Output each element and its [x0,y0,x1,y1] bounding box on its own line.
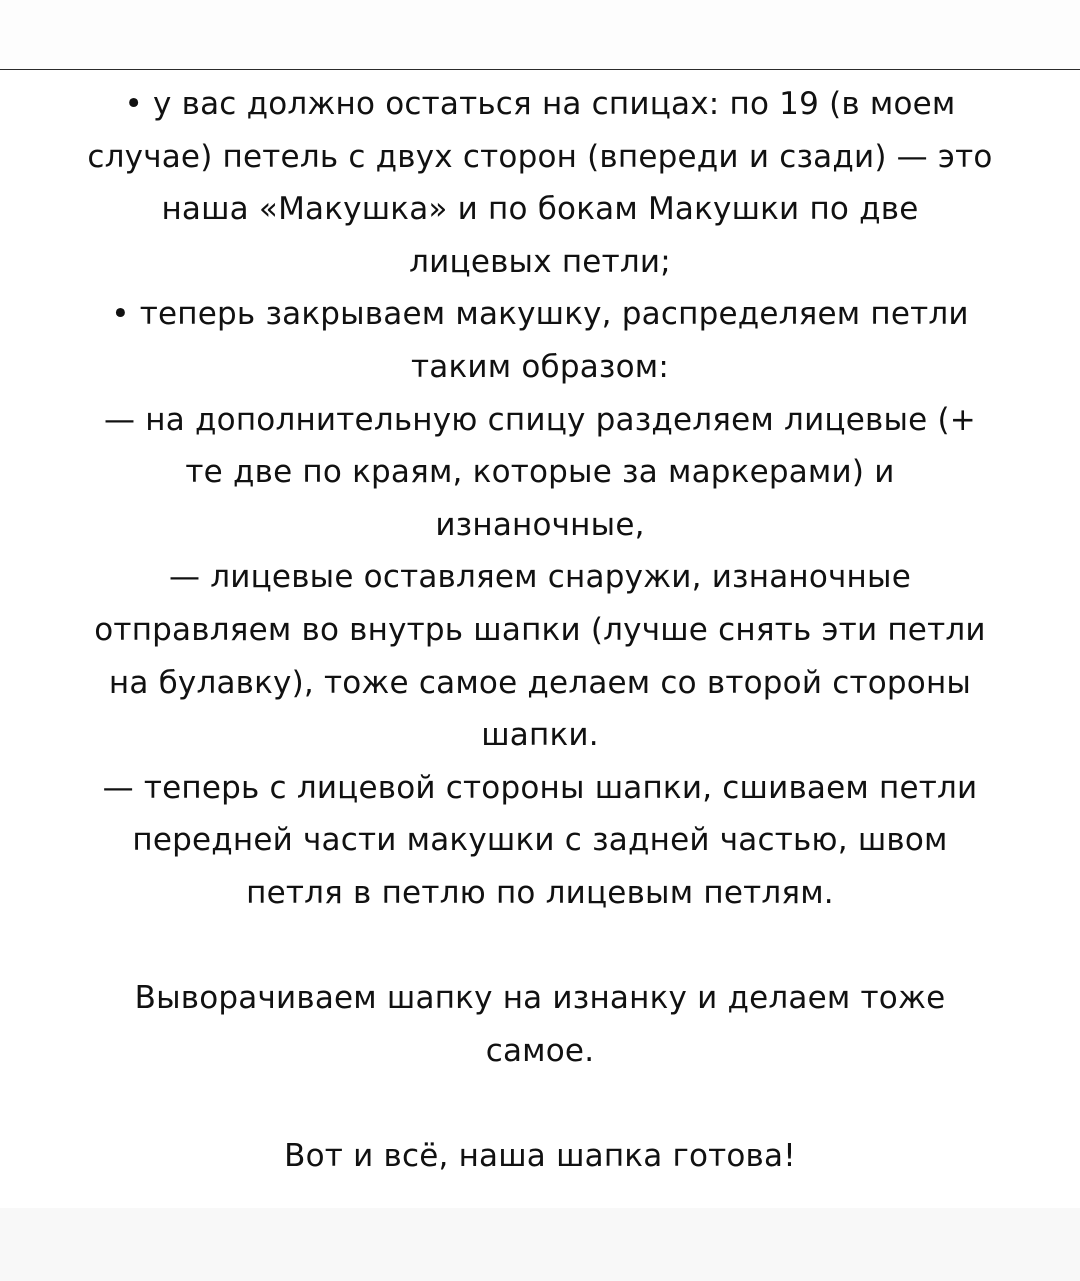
text-line: изнаночные, [435,506,645,543]
text-line: отправляем во внутрь шапки (лучше снять эти петли [94,611,986,648]
text-line: самое. [485,1032,595,1069]
text-line: на булавку), тоже самое делаем со второй стороны [108,664,972,701]
closing-line: Вот и всё, наша шапка готова! [284,1137,796,1174]
text-line: наша «Макушка» и по бокам Макушки по две [161,191,919,228]
bottom-band [0,1208,1080,1281]
top-band [0,0,1080,69]
text-line: петля в петлю по лицевым петлям. [246,874,834,911]
top-divider [0,69,1080,70]
text-line: случае) петель с двух сторон (впереди и сзади) — это [87,138,993,175]
text-line: — лицевые оставляем снаружи, изнаночные [169,559,911,596]
text-line: — на дополнительную спицу разделяем лицевые (+ [104,401,976,438]
text-line: — теперь с лицевой стороны шапки, сшиваем петли [102,769,978,806]
text-line: • у вас должно остаться на спицах: по 19 (в моем [124,86,956,122]
text-line: передней части макушки с задней частью, швом [132,822,948,859]
paragraph-gap [0,920,1080,973]
text-line: те две по краям, которые за маркерами) и [185,454,895,491]
paragraph-gap [0,1077,1080,1130]
article-text [0,78,1080,1182]
text-line: • теперь закрываем макушку, распределяем петли [111,296,969,333]
text-line: лицевых петли; [409,243,671,280]
text-line: шапки. [481,717,599,754]
text-line: Выворачиваем шапку на изнанку и делаем тоже [134,980,946,1017]
text-line: таким образом: [410,348,669,385]
